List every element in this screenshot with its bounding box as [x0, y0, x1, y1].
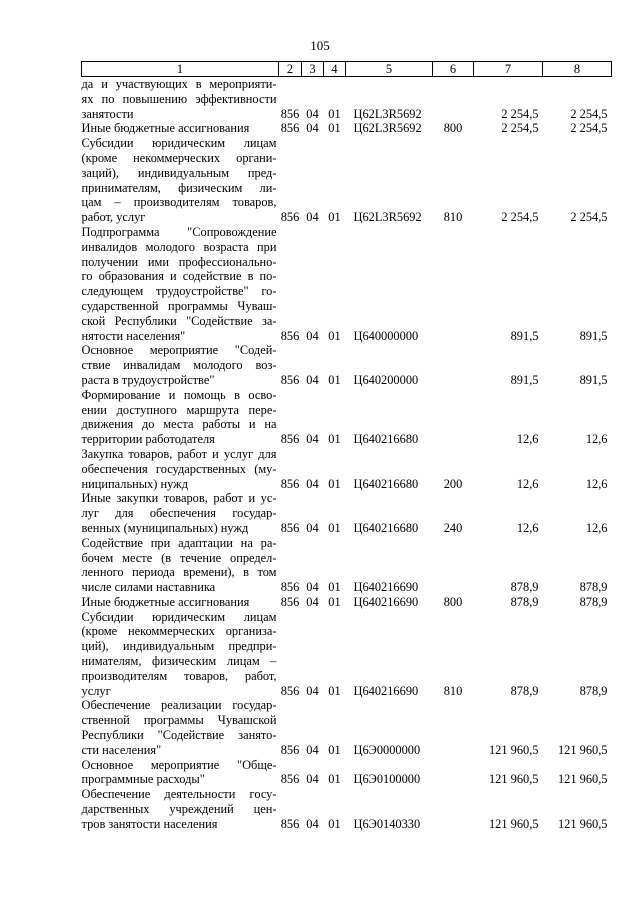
row-subsection-code: 01 [328, 121, 341, 136]
column-header: 2 [279, 62, 302, 77]
row-expense-type [433, 225, 474, 343]
description-line: го образования и содействие в по- [81, 269, 277, 284]
row-expense-type [433, 77, 474, 122]
row-description [82, 595, 279, 610]
row-section-code: 04 [306, 432, 319, 447]
description-line: услуг [81, 683, 111, 698]
row-ministry-code: 856 [280, 106, 300, 121]
column-header: 7 [474, 62, 543, 77]
row-expense-type: 240 [443, 520, 463, 535]
column-header: 1 [82, 62, 279, 77]
description-line: занятости [81, 106, 134, 121]
row-amount-federal: 878,9 [579, 580, 608, 595]
column-header: 6 [433, 62, 474, 77]
row-amount-total: 12,6 [516, 476, 539, 491]
row-section-code: 04 [306, 210, 319, 225]
row-section-code: 04 [306, 520, 319, 535]
row-description [82, 343, 279, 387]
description-line: ственной программы Чувашской [81, 713, 277, 728]
row-target-article: Ц6Э0000000 [353, 742, 421, 757]
row-section-code: 04 [306, 772, 319, 787]
row-description [82, 77, 279, 122]
description-line: Закупка товаров, работ и услуг для [81, 446, 277, 461]
row-target-article: Ц640216690 [353, 594, 419, 609]
table-row [82, 447, 612, 491]
description-line: ниципальных) нужд [81, 476, 189, 491]
row-subsection-code: 01 [328, 210, 341, 225]
description-line: заций), индивидуальным пред- [81, 165, 277, 180]
row-amount-total: 12,6 [516, 432, 539, 447]
description-line: ской Республики "Содействие за- [81, 313, 277, 328]
description-line: сударственной программы Чуваш- [81, 298, 277, 313]
description-line: сти населения" [81, 742, 162, 757]
table-row [82, 121, 612, 136]
table-row [82, 758, 612, 788]
description-line: Иные бюджетные ассигнования [81, 594, 250, 609]
row-subsection-code: 01 [328, 106, 341, 121]
row-amount-federal: 891,5 [579, 372, 608, 387]
description-line: Подпрограмма "Сопровождение [81, 224, 277, 239]
row-amount-total: 2 254,5 [501, 121, 539, 136]
row-subsection-code: 01 [328, 520, 341, 535]
row-description [82, 610, 279, 699]
row-ministry-code: 856 [280, 772, 300, 787]
row-subsection-code: 01 [328, 476, 341, 491]
description-line: (кроме некоммерческих органи- [81, 150, 277, 165]
row-description [82, 225, 279, 343]
row-target-article: Ц640200000 [353, 372, 419, 387]
description-line: производителям товаров, работ, [81, 668, 277, 683]
row-ministry-code: 856 [280, 742, 300, 757]
row-ministry-code: 856 [280, 432, 300, 447]
description-line: бочем месте (в течение определ- [81, 550, 277, 565]
row-expense-type: 810 [443, 210, 463, 225]
row-section-code: 04 [306, 106, 319, 121]
description-line: ций), индивидуальным предпри- [81, 639, 277, 654]
description-line: дарственных учреждений цен- [81, 802, 277, 817]
row-ministry-code: 856 [280, 520, 300, 535]
description-line: ствие инвалидам молодого воз- [81, 358, 277, 373]
row-amount-total: 12,6 [516, 520, 539, 535]
description-line: территории работодателя [81, 432, 215, 447]
row-description [82, 388, 279, 447]
row-description [82, 447, 279, 491]
row-target-article: Ц640216680 [353, 520, 419, 535]
row-amount-total: 121 960,5 [488, 772, 539, 787]
row-amount-total: 891,5 [510, 372, 539, 387]
description-line: венных (муниципальных) нужд [81, 520, 249, 535]
table-row [82, 77, 612, 122]
description-line: Основное мероприятие "Содей- [81, 343, 277, 358]
table-row [82, 787, 612, 831]
description-line: Субсидии юридическим лицам [81, 136, 277, 151]
description-line: нятости населения" [81, 328, 186, 343]
table-row [82, 136, 612, 225]
row-ministry-code: 856 [280, 816, 300, 831]
row-subsection-code: 01 [328, 328, 341, 343]
table-row [82, 491, 612, 535]
description-line: ении доступного маршрута пере- [81, 402, 277, 417]
row-amount-federal: 12,6 [585, 476, 608, 491]
row-description [82, 698, 279, 757]
row-amount-total: 891,5 [510, 328, 539, 343]
row-amount-federal: 878,9 [579, 683, 608, 698]
row-amount-federal: 121 960,5 [557, 816, 608, 831]
description-line: обеспечения государственных (му- [81, 461, 277, 476]
row-ministry-code: 856 [280, 594, 300, 609]
description-line: цам – производителям товаров, [81, 195, 277, 210]
row-target-article: Ц6Э0100000 [353, 772, 421, 787]
table-row [82, 388, 612, 447]
row-amount-federal: 2 254,5 [570, 121, 608, 136]
row-amount-federal: 2 254,5 [570, 106, 608, 121]
row-subsection-code: 01 [328, 742, 341, 757]
description-line: раста в трудоустройстве" [81, 372, 215, 387]
column-header: 4 [324, 62, 346, 77]
row-expense-type [433, 536, 474, 595]
description-line: Субсидии юридическим лицам [81, 609, 277, 624]
table-row [82, 595, 612, 610]
column-header: 5 [346, 62, 433, 77]
row-expense-type [433, 787, 474, 831]
row-section-code: 04 [306, 742, 319, 757]
row-amount-total: 878,9 [510, 594, 539, 609]
description-line: Формирование и помощь в осво- [81, 387, 277, 402]
row-amount-federal: 12,6 [585, 432, 608, 447]
row-section-code: 04 [306, 121, 319, 136]
row-ministry-code: 856 [280, 210, 300, 225]
row-subsection-code: 01 [328, 432, 341, 447]
row-section-code: 04 [306, 328, 319, 343]
row-amount-total: 2 254,5 [501, 106, 539, 121]
row-expense-type: 200 [443, 476, 463, 491]
row-description [82, 787, 279, 831]
row-ministry-code: 856 [280, 476, 300, 491]
row-amount-federal: 121 960,5 [557, 772, 608, 787]
row-amount-federal: 12,6 [585, 520, 608, 535]
row-target-article: Ц640216690 [353, 683, 419, 698]
row-amount-federal: 121 960,5 [557, 742, 608, 757]
budget-table [81, 61, 612, 832]
row-ministry-code: 856 [280, 683, 300, 698]
column-header-row [82, 62, 612, 77]
description-line: ях по повышению эффективности [81, 91, 277, 106]
row-target-article: Ц62L3R5692 [353, 106, 422, 121]
row-description [82, 758, 279, 788]
row-ministry-code: 856 [280, 121, 300, 136]
description-line: Основное мероприятие "Обще- [81, 757, 277, 772]
row-ministry-code: 856 [280, 372, 300, 387]
description-line: движения до места работы и на [81, 417, 277, 432]
row-expense-type [433, 698, 474, 757]
row-amount-total: 2 254,5 [501, 210, 539, 225]
description-line: луг для обеспечения государ- [81, 506, 277, 521]
row-amount-total: 878,9 [510, 683, 539, 698]
row-amount-total: 121 960,5 [488, 816, 539, 831]
description-line: программные расходы" [81, 772, 205, 787]
row-expense-type: 800 [443, 121, 463, 136]
row-subsection-code: 01 [328, 816, 341, 831]
table-row [82, 225, 612, 343]
row-subsection-code: 01 [328, 580, 341, 595]
description-line: следующем трудоустройстве" го- [81, 284, 277, 299]
row-section-code: 04 [306, 476, 319, 491]
description-line: Иные закупки товаров, работ и ус- [81, 491, 277, 506]
row-target-article: Ц640000000 [353, 328, 419, 343]
row-subsection-code: 01 [328, 594, 341, 609]
row-amount-federal: 2 254,5 [570, 210, 608, 225]
row-amount-total: 121 960,5 [488, 742, 539, 757]
table-body [82, 77, 612, 832]
column-header: 3 [302, 62, 324, 77]
row-expense-type [433, 758, 474, 788]
row-description [82, 121, 279, 136]
description-line: нимателям, физическим лицам – [81, 654, 277, 669]
table-row [82, 343, 612, 387]
row-target-article: Ц640216690 [353, 580, 419, 595]
row-subsection-code: 01 [328, 372, 341, 387]
row-target-article: Ц640216680 [353, 476, 419, 491]
description-line: да и участвующих в мероприяти- [81, 77, 277, 91]
description-line: тров занятости населения [81, 816, 218, 831]
row-section-code: 04 [306, 372, 319, 387]
row-target-article: Ц640216680 [353, 432, 419, 447]
table-row [82, 536, 612, 595]
row-section-code: 04 [306, 683, 319, 698]
row-target-article: Ц62L3R5692 [353, 210, 422, 225]
row-target-article: Ц62L3R5692 [353, 121, 422, 136]
row-expense-type [433, 388, 474, 447]
table-row [82, 610, 612, 699]
description-line: Содействие при адаптации на ра- [81, 535, 277, 550]
description-line: работ, услуг [81, 210, 146, 225]
row-amount-federal: 878,9 [579, 594, 608, 609]
row-amount-total: 878,9 [510, 580, 539, 595]
row-description [82, 136, 279, 225]
description-line: числе силами наставника [81, 580, 216, 595]
row-target-article: Ц6Э0140330 [353, 816, 421, 831]
row-subsection-code: 01 [328, 772, 341, 787]
description-line: Республики "Содействие занято- [81, 728, 277, 743]
row-amount-federal: 891,5 [579, 328, 608, 343]
row-section-code: 04 [306, 580, 319, 595]
row-section-code: 04 [306, 816, 319, 831]
table-row [82, 698, 612, 757]
description-line: ленного периода времени), в том [81, 565, 277, 580]
row-description [82, 536, 279, 595]
description-line: Обеспечение деятельности госу- [81, 787, 277, 802]
row-description [82, 491, 279, 535]
description-line: (кроме некоммерческих организа- [81, 624, 277, 639]
column-header: 8 [543, 62, 612, 77]
description-line: инвалидов молодого возраста при [81, 239, 277, 254]
row-subsection-code: 01 [328, 683, 341, 698]
description-line: Обеспечение реализации государ- [81, 698, 277, 713]
row-ministry-code: 856 [280, 580, 300, 595]
row-section-code: 04 [306, 594, 319, 609]
description-line: получении ими профессионально- [81, 254, 277, 269]
page-number: 105 [310, 38, 330, 53]
description-line: принимателям, физическим ли- [81, 180, 277, 195]
row-ministry-code: 856 [280, 328, 300, 343]
row-expense-type [433, 343, 474, 387]
description-line: Иные бюджетные ассигнования [81, 121, 250, 136]
row-expense-type: 810 [443, 683, 463, 698]
row-expense-type: 800 [443, 594, 463, 609]
